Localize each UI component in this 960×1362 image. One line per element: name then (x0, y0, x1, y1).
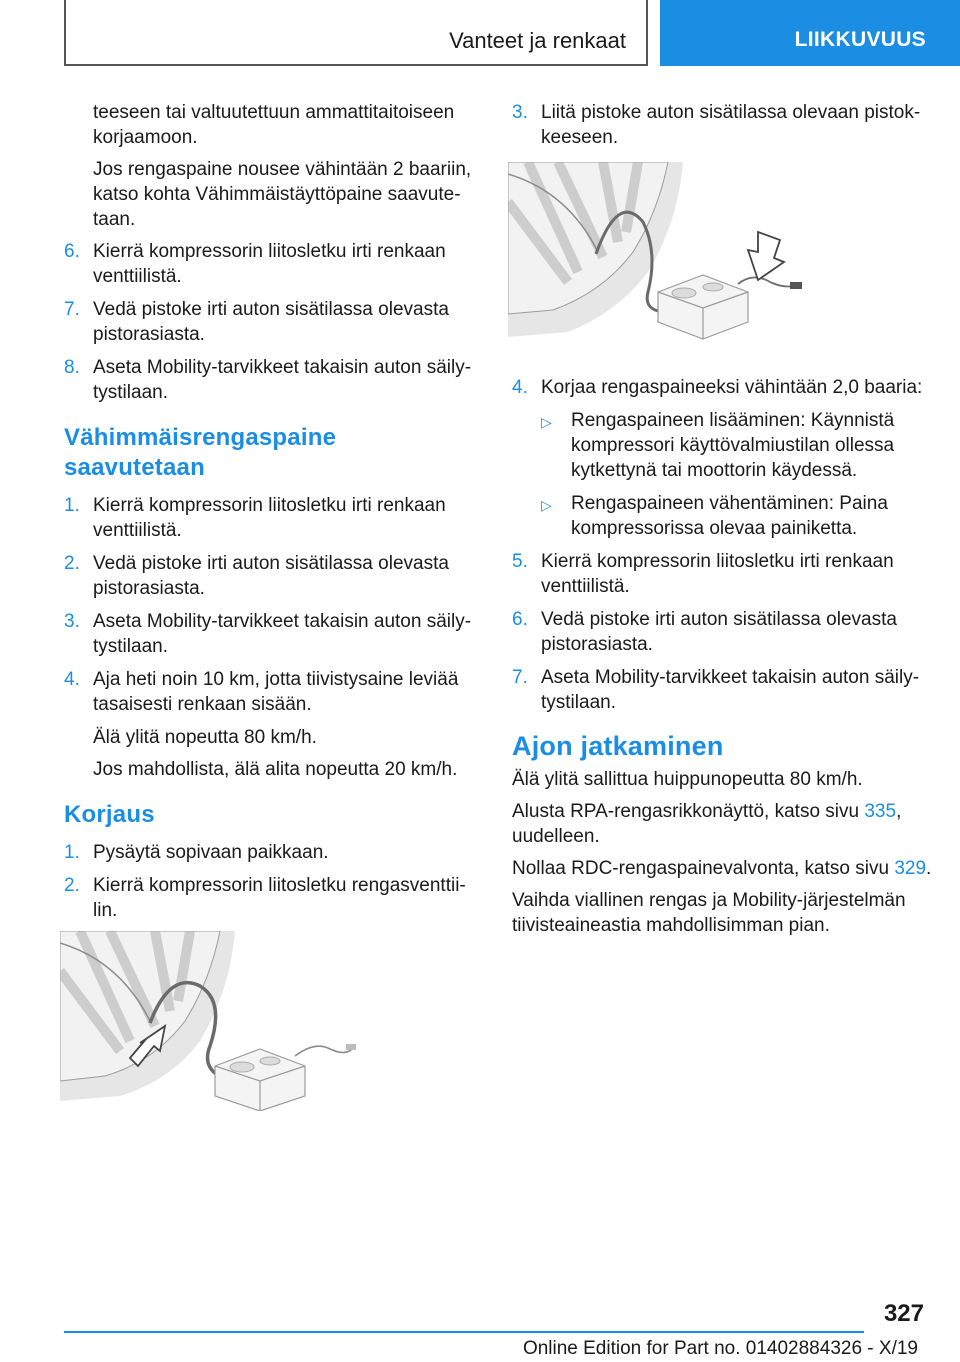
page-link-335[interactable]: 335 (864, 801, 897, 822)
step-number: 2. (64, 553, 80, 574)
paragraph: teeseen tai valtuutettuun ammattitaitoiseen korjaamoon. (93, 102, 455, 148)
list-item (64, 493, 478, 543)
step-text: Aseta Mobility-tarvikkeet takaisin auton säily‐tystilaan. (93, 611, 472, 657)
step-text: Pysäytä sopivaan paikkaan. (93, 842, 329, 863)
paragraph-text: Nollaa RDC-rengaspainevalvonta, katso sivu (512, 858, 895, 879)
step-number: 5. (512, 551, 528, 572)
step-number: 7. (64, 299, 80, 320)
footer-edition: Online Edition for Part no. 01402884326 - X/19 (522, 1338, 918, 1359)
illustration-compressor-plug (508, 162, 932, 357)
compressor-valve-illustration (60, 931, 360, 1111)
page-number: 327 (883, 1300, 924, 1327)
list-item (512, 100, 932, 150)
list-item (64, 609, 478, 659)
step-text: Vedä pistoke irti auton sisätilassa olevasta pistorasiasta. (93, 553, 449, 599)
step-number: 3. (512, 102, 528, 123)
footer-divider (64, 1331, 864, 1333)
header-section-box (64, 0, 648, 66)
list-item (512, 665, 932, 715)
section-heading: Korjaus (64, 801, 155, 828)
triangle-bullet-icon: ▷ (541, 414, 552, 430)
step-text: Korjaa rengaspaineeksi vähintään 2,0 baaria: (541, 377, 923, 398)
step-text: Liitä pistoke auton sisätilassa olevaan pistok‐keeseen. (541, 102, 921, 148)
right-column (512, 100, 932, 945)
paragraph: Älä ylitä sallittua huippunopeutta 80 km/h. (512, 769, 863, 790)
section-heading: Vähimmäisrengaspaine saavutetaan (64, 424, 337, 481)
step-text: Vedä pistoke irti auton sisätilassa olevasta pistorasiasta. (93, 299, 449, 345)
step-text: Kierrä kompressorin liitosletku irti renkaan venttiilistä. (93, 495, 446, 541)
paragraph: Jos rengaspaine nousee vähintään 2 baariin, katso kohta Vähimmäistäyttöpaine saavute‐taan. (93, 159, 472, 230)
illustration-compressor-on-valve (60, 931, 478, 1116)
step-number: 6. (64, 241, 80, 262)
sub-item-text: Rengaspaineen lisääminen: Käynnistä kompressori käyttövalmiustilan ollessa kytkettynä tai moottorin käydessä. (571, 410, 895, 481)
step-text: Aja heti noin 10 km, jotta tiivistysaine leviää tasaisesti renkaan sisään. (93, 669, 459, 715)
list-item (512, 607, 932, 657)
header-chapter-tab (660, 0, 960, 66)
step-number: 7. (512, 667, 528, 688)
sub-item-text: Rengaspaineen vähentäminen: Paina kompressorissa olevaa painiketta. (571, 493, 888, 539)
list-item (64, 355, 478, 405)
paragraph: Älä ylitä nopeutta 80 km/h. (93, 727, 317, 748)
list-item (64, 239, 478, 289)
list-item (64, 297, 478, 347)
sub-list-item (512, 491, 932, 541)
paragraph (512, 799, 932, 849)
list-item (512, 375, 932, 400)
step-number: 8. (64, 357, 80, 378)
paragraph (512, 856, 932, 881)
paragraph-text: , uudelleen. (512, 801, 902, 847)
step-text: Vedä pistoke irti auton sisätilassa olevasta pistorasiasta. (541, 609, 897, 655)
list-item (64, 667, 478, 717)
step-text: Kierrä kompressorin liitosletku rengasventtii‐lin. (93, 875, 466, 921)
list-item (64, 873, 478, 923)
step-number: 1. (64, 842, 80, 863)
triangle-bullet-icon: ▷ (541, 497, 552, 513)
step-number: 3. (64, 611, 80, 632)
step-number: 4. (512, 377, 528, 398)
left-column (64, 100, 478, 1134)
page-link-329[interactable]: 329 (894, 858, 927, 879)
header-chapter-label: LIIKKUVUUS (794, 28, 926, 51)
paragraph: Vaihda viallinen rengas ja Mobility-järjestelmän tiivisteaineastia mahdollisimman pian. (512, 890, 906, 936)
paragraph: Jos mahdollista, älä alita nopeutta 20 km/h. (93, 759, 458, 780)
page-header (0, 0, 960, 66)
step-number: 6. (512, 609, 528, 630)
header-section-title: Vanteet ja renkaat (449, 28, 626, 53)
step-text: Kierrä kompressorin liitosletku irti renkaan venttiilistä. (93, 241, 446, 287)
step-number: 1. (64, 495, 80, 516)
list-item (64, 840, 478, 865)
paragraph-text: Alusta RPA-rengasrikkonäyttö, katso sivu (512, 801, 865, 822)
paragraph-text: . (926, 858, 932, 879)
sub-list-item (512, 408, 932, 483)
step-text: Aseta Mobility-tarvikkeet takaisin auton säily‐tystilaan. (93, 357, 472, 403)
list-item (64, 551, 478, 601)
list-item (512, 549, 932, 599)
step-number: 4. (64, 669, 80, 690)
step-number: 2. (64, 875, 80, 896)
compressor-plug-illustration (508, 162, 808, 352)
step-text: Aseta Mobility-tarvikkeet takaisin auton säily‐tystilaan. (541, 667, 920, 713)
section-heading: Ajon jatkaminen (512, 731, 724, 761)
step-text: Kierrä kompressorin liitosletku irti renkaan venttiilistä. (541, 551, 894, 597)
